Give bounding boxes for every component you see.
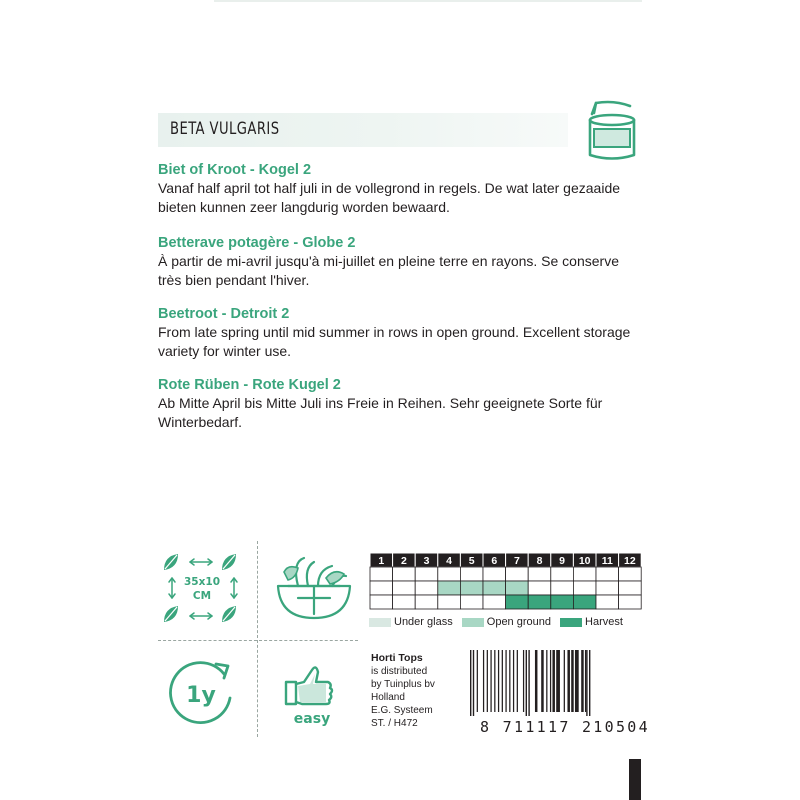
month-label: 1 [378,555,385,567]
calendar-cell-empty [415,567,438,581]
barcode-bar [589,650,590,716]
barcode-bar [490,650,491,712]
calendar-cell-empty [393,567,416,581]
month-label: 7 [513,555,520,567]
calendar-cell-empty [506,567,529,581]
calendar-cell-harvest [551,595,574,609]
section-title: Rote Rüben - Rote Kugel 2 [158,377,341,393]
month-label: 12 [624,555,636,567]
month-label: 9 [559,555,566,567]
icon-divider-horizontal [158,640,358,641]
month-label: 5 [468,555,475,567]
section-title: Betterave potagère - Globe 2 [158,235,356,251]
brand-name: Horti Tops [371,652,423,664]
distributor-info [371,652,435,730]
month-label: 8 [536,555,543,567]
calendar-cell-harvest [506,595,529,609]
barcode-bar [502,650,503,712]
distributor-line: by Tuinplus bv [371,679,435,690]
calendar-legend [369,616,629,628]
barcode-bar [552,650,555,712]
sowing-calendar [369,552,643,612]
section-text: From late spring until mid summer in rows in open ground. Excellent storage variety for winter use. [158,324,631,359]
icon-divider-vertical [257,541,258,737]
distributor-line: ST. / H472 [371,718,418,729]
calendar-cell-open-ground [483,581,506,595]
calendar-cell-empty [551,567,574,581]
barcode-bar [477,650,478,712]
barcode-bar [505,650,506,712]
calendar-cell-empty [596,567,619,581]
calendar-cell-open-ground [506,581,529,595]
month-label: 11 [601,555,613,567]
calendar-cell-empty [393,595,416,609]
barcode-bar [470,650,471,716]
calendar-cell-empty [528,567,551,581]
calendar-cell-empty [483,595,506,609]
barcode [466,650,642,718]
barcode-bar [581,650,584,712]
calendar-cell-empty [619,595,642,609]
calendar-cell-empty [415,595,438,609]
tin-can-icon [584,100,644,162]
month-label: 2 [400,555,407,567]
calendar-cell-empty [551,581,574,595]
legend-swatch-under-glass [369,618,391,627]
thumbs-up-icon [282,660,342,730]
section-text: À partir de mi-avril jusqu'à mi-juillet en pleine terre en rayons. Se conserve très bien pendant l'hiver. [158,253,619,288]
distributor-line: is distributed [371,666,428,677]
month-label: 6 [491,555,498,567]
barcode-bar [487,650,488,712]
calendar-cell-empty [596,581,619,595]
section-english [158,305,644,361]
barcode-bar [571,650,574,712]
spacing-label: 35x10 [184,576,220,588]
section-title: Biet of Kroot - Kogel 2 [158,162,312,178]
barcode-bar [586,650,587,716]
legend-label: Under glass [394,616,453,629]
calendar-cell-empty [438,567,461,581]
calendar-cell-empty [370,567,393,581]
barcode-bar [564,650,565,712]
barcode-bar [526,650,527,716]
calendar-cell-empty [573,581,596,595]
calendar-cell-empty [596,595,619,609]
section-german [158,376,644,432]
barcode-bar [494,650,495,712]
calendar-cell-empty [528,581,551,595]
duration-label: 1y [186,683,216,708]
barcode-bar [541,650,544,712]
barcode-bar [575,650,579,712]
barcode-bar [546,650,547,712]
calendar-cell-open-ground [460,581,483,595]
section-french [158,234,644,290]
legend-label: Harvest [585,616,623,629]
section-title: Beetroot - Detroit 2 [158,306,290,322]
calendar-cell-empty [438,595,461,609]
black-edge-bar [629,759,641,800]
section-text: Ab Mitte April bis Mitte Juli ins Freie in Reihen. Sehr geeignete Sorte für Winterbedarf. [158,395,603,430]
calendar-cell-empty [619,581,642,595]
section-text: Vanaf half april tot half juli in de vollegrond in regels. De wat later gezaaide bieten kunnen zeer langdurig worden bewaard. [158,180,621,215]
calendar-cell-harvest [573,595,596,609]
calendar-cell-harvest [528,595,551,609]
barcode-bar [556,650,560,712]
barcode-bar [498,650,499,712]
top-edge-line [214,0,642,2]
calendar-cell-open-ground [438,581,461,595]
barcode-bar [517,650,518,712]
legend-label: Open ground [486,616,551,629]
barcode-bar [523,650,524,712]
calendar-cell-empty [415,581,438,595]
calendar-cell-empty [483,567,506,581]
barcode-number: 8 711117 210504 [480,718,650,736]
calendar-cell-empty [619,567,642,581]
barcode-bar [550,650,551,712]
legend-swatch-open-ground [462,618,484,627]
section-dutch [158,161,644,217]
calendar-cell-empty [370,581,393,595]
barcode-bar [513,650,514,712]
month-label: 3 [423,555,430,567]
barcode-bar [567,650,570,712]
calendar-cell-empty [393,581,416,595]
month-label: 4 [446,555,453,567]
calendar-cell-empty [460,567,483,581]
calendar-cell-empty [573,567,596,581]
legend-swatch-harvest [560,618,582,627]
barcode-bar [535,650,538,712]
barcode-bar [473,650,474,716]
barcode-bar [528,650,529,716]
calendar-cell-empty [370,595,393,609]
one-year-cycle-icon [164,652,240,732]
distributor-line: E.G. Systeem [371,705,433,716]
barcode-bar [483,650,484,712]
calendar-cell-empty [460,595,483,609]
distributor-line: Holland [371,692,405,703]
spacing-unit: CM [192,590,212,602]
difficulty-label: easy [293,711,331,727]
barcode-bar [509,650,510,712]
latin-name: BETA VULGARIS [170,119,280,139]
plant-spacing-icon [160,550,246,628]
vegetable-bowl-icon [274,552,354,622]
month-label: 10 [578,555,591,567]
barcode-bar [585,650,586,712]
